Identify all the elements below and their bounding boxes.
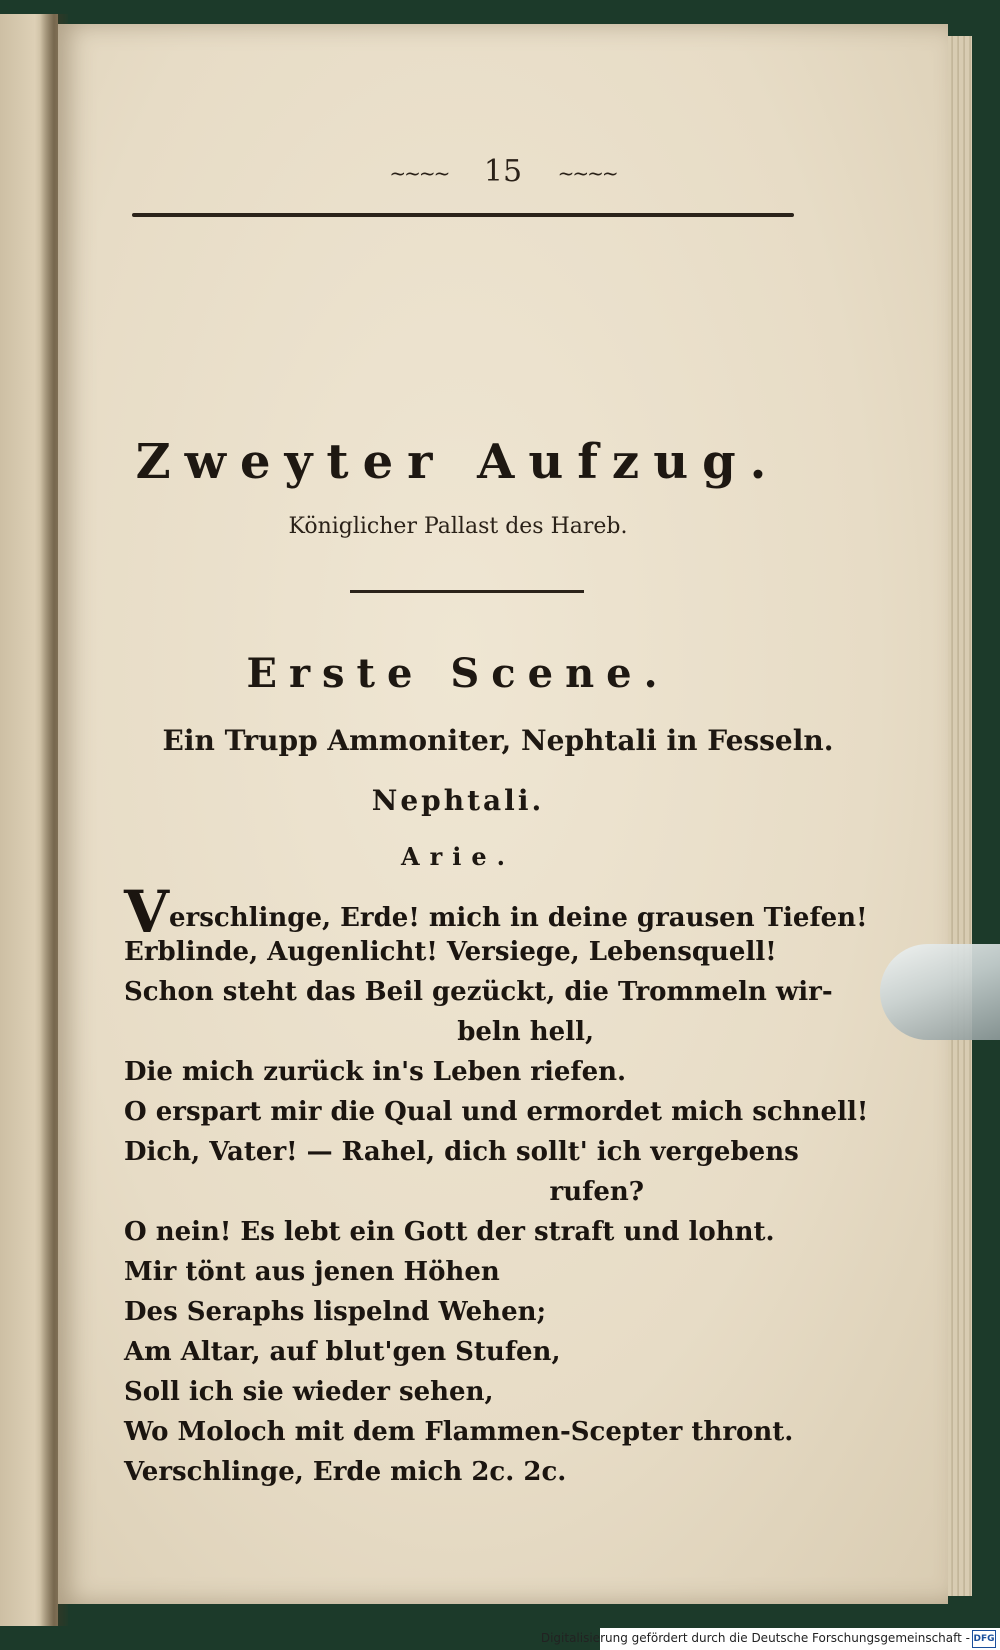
- stage-direction: Ein Trupp Ammoniter, Nephtali in Fesseln.: [162, 724, 834, 757]
- verse-line: Mir tönt aus jenen Höhen: [124, 1257, 500, 1287]
- book-page: [58, 24, 948, 1604]
- verse-line: Erblinde, Augenlicht! Versiege, Lebensquell!: [124, 937, 777, 967]
- verse-line: Verschlinge, Erde mich 2c. 2c.: [124, 1457, 567, 1487]
- verse-line: Schon steht das Beil gezückt, die Trommeln wir-: [124, 977, 833, 1007]
- scene-title: Erste Scene.: [246, 650, 670, 697]
- verse-line: Des Seraphs lispelnd Wehen;: [124, 1297, 547, 1327]
- dfg-logo: DFG: [972, 1630, 996, 1648]
- verse-line: Soll ich sie wieder sehen,: [124, 1377, 494, 1407]
- act-title: Zweyter Aufzug.: [135, 434, 781, 490]
- verse-line: O nein! Es lebt ein Gott der straft und lohnt.: [124, 1217, 775, 1247]
- section-divider: [350, 590, 584, 593]
- aria-heading: Arie.: [400, 842, 515, 871]
- verse-line: Verschlinge, Erde! mich in deine grausen Tiefen!: [124, 878, 868, 946]
- verse-list: [124, 878, 869, 1492]
- ornament-right: ~~~~: [557, 161, 617, 185]
- verse-line: O erspart mir die Qual und ermordet mich schnell!: [124, 1097, 869, 1127]
- verse-line: Die mich zurück in's Leben riefen.: [124, 1057, 627, 1087]
- setting-line: Königlicher Pallast des Hareb.: [288, 514, 628, 539]
- footer-credit: Digitalisierung gefördert durch die Deutsche Forschungsgemeinschaft -: [540, 1631, 970, 1645]
- header-rule: [132, 213, 794, 217]
- page-holder-clip: [880, 944, 1000, 1040]
- verse-line-continuation: rufen?: [549, 1177, 644, 1207]
- verse-line: Wo Moloch mit dem Flammen-Scepter thront.: [124, 1417, 794, 1447]
- ornament-left: ~~~~: [389, 161, 449, 185]
- verse-line-continuation: beln hell,: [457, 1017, 594, 1047]
- verse-line: Dich, Vater! — Rahel, dich sollt' ich vergebens: [124, 1137, 799, 1167]
- drop-initial: V: [124, 878, 170, 946]
- speaker-name: Nephtali.: [371, 784, 545, 817]
- running-head: [58, 154, 948, 189]
- page-number: 15: [483, 154, 523, 189]
- verse-line: Am Altar, auf blut'gen Stufen,: [124, 1337, 561, 1367]
